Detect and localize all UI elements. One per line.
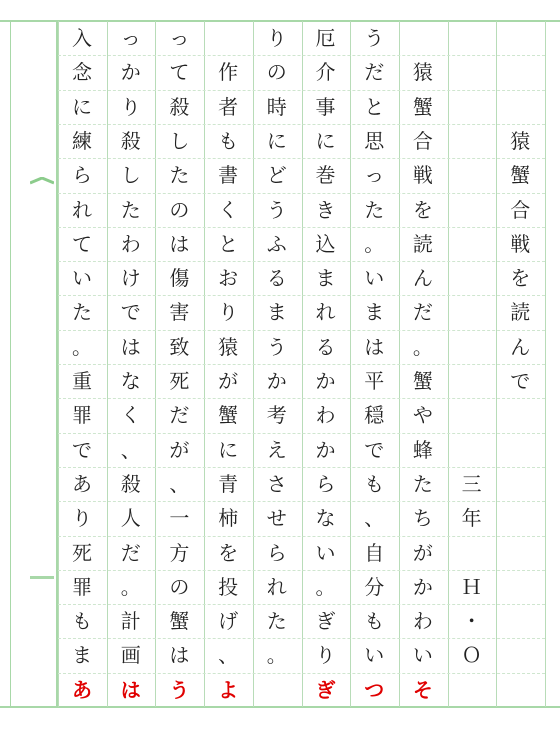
char-cell: れ xyxy=(315,300,336,325)
char-cell: れ xyxy=(266,574,287,599)
char-cell: く xyxy=(120,403,141,428)
char-cell: る xyxy=(315,334,336,359)
char-cell: り xyxy=(72,506,92,531)
char-cell: に xyxy=(218,437,239,462)
char-cell: 重 xyxy=(72,369,92,393)
char-cell: が xyxy=(218,369,239,393)
char-cell: 思 xyxy=(364,128,385,153)
char-cell: た xyxy=(364,197,385,222)
char-cell: 厄 xyxy=(315,26,336,50)
char-cell: た xyxy=(266,609,287,634)
char-cell: ら xyxy=(72,163,92,188)
char-cell xyxy=(448,330,496,364)
char-cell: ま xyxy=(266,300,287,325)
char-cell xyxy=(448,433,496,467)
char-cell xyxy=(496,638,544,672)
char-cell: 猿 xyxy=(412,60,433,85)
char-cell: 穏 xyxy=(364,403,385,428)
char-cell: 。 xyxy=(72,334,92,359)
char-cell xyxy=(496,673,544,707)
char-cell: 込 xyxy=(315,231,336,256)
char-cell: い xyxy=(364,643,385,668)
char-cell: 猿 xyxy=(510,128,531,153)
char-cell: っ xyxy=(169,26,190,50)
char-cell: て xyxy=(72,231,92,256)
char-cell: ま xyxy=(364,300,385,325)
char-cell: 死 xyxy=(72,540,92,565)
char-cell: 作 xyxy=(218,60,239,85)
char-cell: 傷 xyxy=(169,266,190,291)
char-cell: 人 xyxy=(120,506,141,531)
char-cell: 練 xyxy=(72,128,92,153)
char-cell: 一 xyxy=(169,506,190,531)
char-cell: 。 xyxy=(412,334,433,359)
char-cell: ・ xyxy=(461,609,482,634)
char-cell: ま xyxy=(72,643,92,668)
char-cell: を xyxy=(218,540,239,565)
char-cell: さ xyxy=(266,471,287,496)
char-cell xyxy=(496,501,544,535)
char-cell: し xyxy=(169,128,190,153)
char-cell: 蟹 xyxy=(169,609,190,634)
char-cell: あ xyxy=(72,471,92,496)
char-cell: 読 xyxy=(412,231,433,256)
char-cell xyxy=(496,604,544,638)
char-cell: ぎ xyxy=(315,609,336,634)
char-cell: げ xyxy=(218,609,239,634)
char-cell: 考 xyxy=(266,403,287,428)
char-cell: 画 xyxy=(120,643,141,668)
char-cell: わ xyxy=(120,231,141,256)
char-cell: 計 xyxy=(120,609,141,634)
char-cell: い xyxy=(364,266,385,291)
char-cell: ふ xyxy=(266,231,287,256)
char-cell: 読 xyxy=(510,300,531,325)
char-cell: 蟹 xyxy=(412,369,433,393)
char-cell: だ xyxy=(120,540,141,565)
char-cell: を xyxy=(510,266,531,291)
char-cell xyxy=(496,467,544,501)
char-cell xyxy=(448,364,496,398)
char-cell: は xyxy=(120,334,141,359)
margin-fold-mark-lower xyxy=(30,576,54,579)
char-cell: る xyxy=(266,266,287,291)
char-cell: た xyxy=(169,163,190,188)
char-cell xyxy=(448,90,496,124)
char-cell: か xyxy=(315,437,336,462)
char-cell: お xyxy=(218,266,239,291)
left-margin-line xyxy=(10,20,11,708)
char-cell: つ xyxy=(364,677,385,702)
char-cell xyxy=(448,261,496,295)
char-cell xyxy=(448,227,496,261)
char-cell: だ xyxy=(169,403,190,428)
char-cell: の xyxy=(169,574,190,599)
char-cell: も xyxy=(364,471,385,496)
char-cell: が xyxy=(412,540,433,565)
char-cell: 戦 xyxy=(510,231,531,256)
char-cell: せ xyxy=(266,506,287,531)
char-cell: 殺 xyxy=(120,471,141,496)
char-cell: 、 xyxy=(169,471,190,496)
char-cell: よ xyxy=(218,677,239,702)
margin-fold-mark xyxy=(30,177,54,185)
char-cell: の xyxy=(266,60,287,85)
char-cell: と xyxy=(364,94,385,119)
char-cell: り xyxy=(315,643,336,668)
char-cell: 三 xyxy=(461,471,482,496)
char-cell xyxy=(448,158,496,192)
char-cell: 。 xyxy=(266,643,287,668)
char-cell: 合 xyxy=(412,128,433,153)
char-cell: 分 xyxy=(364,574,385,599)
char-cell: た xyxy=(412,471,433,496)
char-cell: わ xyxy=(315,403,336,428)
char-cell: だ xyxy=(364,60,385,85)
char-cell: で xyxy=(72,437,92,462)
char-cell: う xyxy=(266,197,287,222)
char-cell: 平 xyxy=(364,369,385,393)
char-cell: り xyxy=(266,26,287,50)
char-cell: ち xyxy=(412,506,433,531)
char-cell: ん xyxy=(510,334,531,359)
char-cell: し xyxy=(120,163,141,188)
char-cell: 蟹 xyxy=(412,94,433,119)
char-cell xyxy=(448,398,496,432)
char-cell: も xyxy=(364,609,385,634)
char-cell xyxy=(496,90,544,124)
char-cell: り xyxy=(120,94,141,119)
char-cell: ん xyxy=(412,266,433,291)
char-cell: え xyxy=(266,437,287,462)
char-cell: か xyxy=(120,60,141,85)
char-cell: 殺 xyxy=(120,128,141,153)
char-cell xyxy=(448,295,496,329)
char-cell: 青 xyxy=(218,471,239,496)
char-cell: い xyxy=(72,266,92,291)
char-cell: で xyxy=(364,437,385,462)
char-cell: 致 xyxy=(169,334,190,359)
char-cell: た xyxy=(72,300,92,325)
char-cell: き xyxy=(315,197,336,222)
char-cell xyxy=(448,193,496,227)
char-cell: Ｏ xyxy=(461,643,482,668)
char-cell xyxy=(496,570,544,604)
char-cell xyxy=(496,536,544,570)
char-cell: 罪 xyxy=(72,574,92,599)
char-cell xyxy=(448,536,496,570)
char-cell xyxy=(204,21,252,55)
char-cell: 罪 xyxy=(72,403,92,428)
char-cell: に xyxy=(315,128,336,153)
char-cell: う xyxy=(169,677,190,702)
char-cell: は xyxy=(120,677,141,702)
char-cell: 蟹 xyxy=(218,403,239,428)
char-cell: な xyxy=(120,369,141,393)
char-cell xyxy=(496,55,544,89)
char-cell: っ xyxy=(120,26,141,50)
char-cell: 戦 xyxy=(412,163,433,188)
char-cell: は xyxy=(169,231,190,256)
char-cell: か xyxy=(266,369,287,393)
char-cell: 、 xyxy=(218,643,239,668)
char-cell: が xyxy=(169,437,190,462)
char-cell: の xyxy=(169,197,190,222)
char-cell: 方 xyxy=(169,540,190,565)
char-cell: 事 xyxy=(315,94,336,119)
char-cell: 殺 xyxy=(169,94,190,119)
char-cell xyxy=(448,124,496,158)
char-cell: や xyxy=(412,403,433,428)
char-cell: 入 xyxy=(72,26,92,50)
char-cell: 自 xyxy=(364,540,385,565)
char-cell: を xyxy=(412,197,433,222)
char-cell: 投 xyxy=(218,574,239,599)
char-cell: わ xyxy=(412,609,433,634)
char-cell: な xyxy=(315,506,336,531)
char-cell: か xyxy=(412,574,433,599)
char-cell: ぎ xyxy=(315,677,336,702)
char-cell: か xyxy=(315,369,336,393)
char-cell: ど xyxy=(266,163,287,188)
char-cell: う xyxy=(364,26,385,50)
char-cell: 念 xyxy=(72,60,92,85)
char-cell xyxy=(496,398,544,432)
char-cell: 者 xyxy=(218,94,239,119)
char-cell: ま xyxy=(315,266,336,291)
char-cell: も xyxy=(72,609,92,634)
char-cell: に xyxy=(266,128,287,153)
char-cell: た xyxy=(120,197,141,222)
char-cell: 柿 xyxy=(218,506,239,531)
char-cell xyxy=(448,21,496,55)
char-cell: 、 xyxy=(120,437,141,462)
char-cell: 蜂 xyxy=(412,437,433,462)
char-cell: け xyxy=(120,266,141,291)
char-cell: 猿 xyxy=(218,334,239,359)
char-cell: っ xyxy=(364,163,385,188)
char-cell: れ xyxy=(72,197,92,222)
char-cell: で xyxy=(510,369,531,393)
char-cell xyxy=(448,673,496,707)
char-cell: そ xyxy=(412,677,433,702)
char-cell: 死 xyxy=(169,369,190,393)
char-cell: 蟹 xyxy=(510,163,531,188)
char-cell: 。 xyxy=(315,574,336,599)
char-cell xyxy=(399,21,447,55)
char-cell: 合 xyxy=(510,197,531,222)
char-cell: は xyxy=(169,643,190,668)
char-cell: と xyxy=(218,231,239,256)
char-cell: り xyxy=(218,300,239,325)
char-cell: も xyxy=(218,128,239,153)
char-cell xyxy=(253,673,301,707)
char-cell: に xyxy=(72,94,92,119)
char-cell: う xyxy=(266,334,287,359)
char-cell xyxy=(496,433,544,467)
char-cell: 害 xyxy=(169,300,190,325)
char-cell: 時 xyxy=(266,94,287,119)
char-cell: 、 xyxy=(364,506,385,531)
char-cell: Ｈ xyxy=(461,574,482,599)
char-cell: ら xyxy=(266,540,287,565)
char-cell: で xyxy=(120,300,141,325)
char-cell: い xyxy=(412,643,433,668)
char-cell: 書 xyxy=(218,163,239,188)
char-cell: 。 xyxy=(364,231,385,256)
column-divider xyxy=(545,21,546,707)
char-cell xyxy=(496,21,544,55)
char-cell: 。 xyxy=(120,574,141,599)
char-cell: あ xyxy=(72,677,92,702)
char-cell: 介 xyxy=(315,60,336,85)
char-cell xyxy=(448,55,496,89)
char-cell: い xyxy=(315,540,336,565)
char-cell: は xyxy=(364,334,385,359)
char-cell: 年 xyxy=(461,506,482,531)
char-cell: く xyxy=(218,197,239,222)
char-cell: だ xyxy=(412,300,433,325)
char-cell: ら xyxy=(315,471,336,496)
char-cell: て xyxy=(169,60,190,85)
char-cell: 巻 xyxy=(315,163,336,188)
